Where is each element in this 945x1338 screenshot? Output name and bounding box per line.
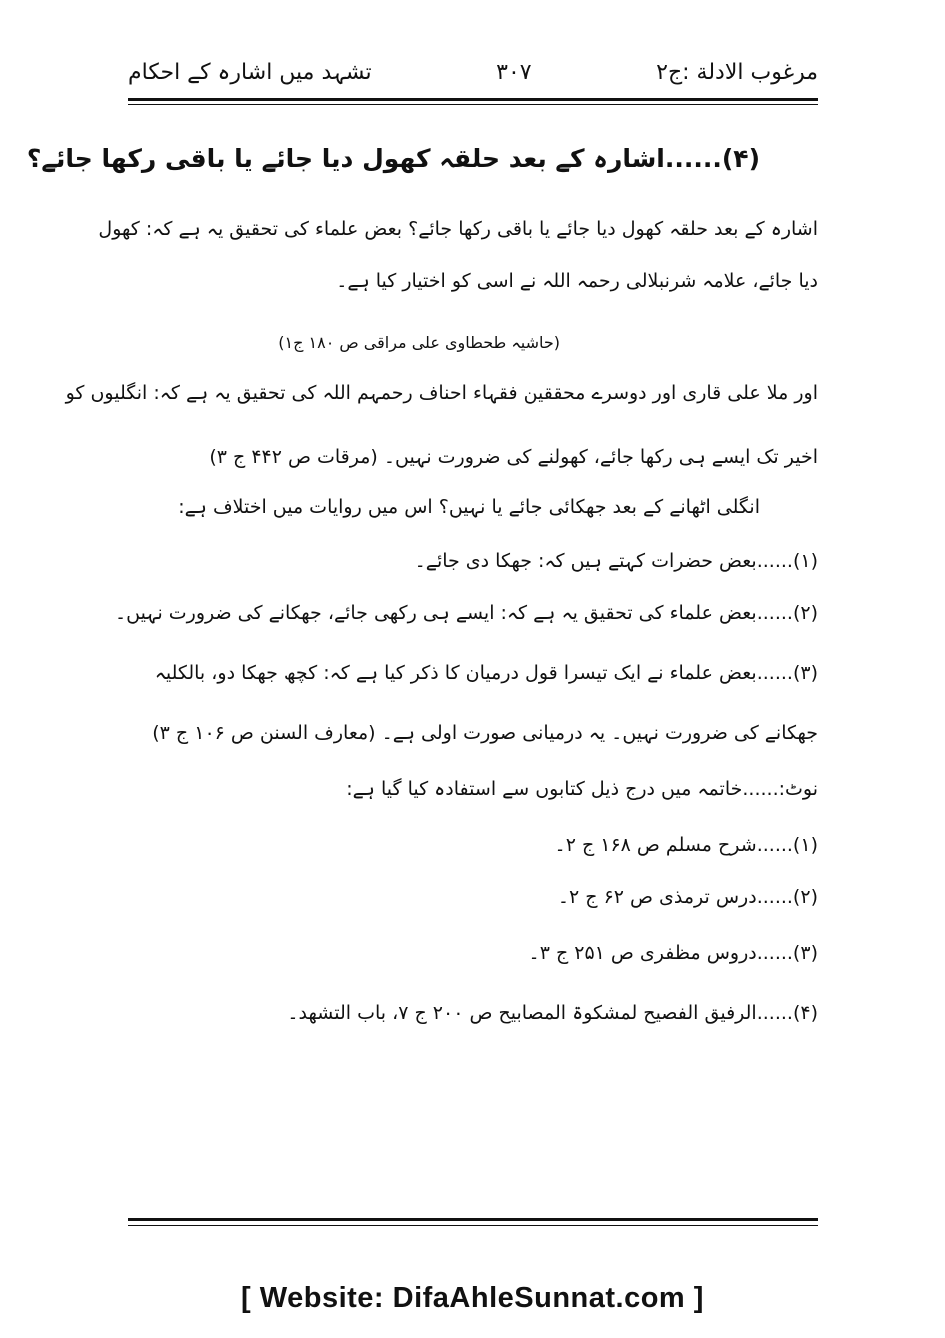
list-item: (۱)......بعض حضرات کہتے ہیں کہ: جھکا دی جائے۔ [414, 550, 818, 572]
reference-citation: (حاشیہ طحطاوی علی مراقی ص ۱۸۰ ج۱) [278, 333, 560, 352]
footer-divider-thin [128, 1225, 818, 1226]
footer-divider [128, 1218, 818, 1221]
source-item: (۳)......دروس مظفری ص ۲۵۱ ج ۳۔ [528, 942, 818, 964]
book-title: مرغوب الادلة :ج۲ [656, 59, 818, 85]
paragraph-line: انگلی اٹھانے کے بعد جھکائی جائے یا نہیں؟ اس میں روایات میں اختلاف ہے: [178, 496, 760, 518]
page-number: ۳۰۷ [496, 59, 532, 85]
list-item: (۲)......بعض علماء کی تحقیق یہ ہے کہ: ایسے ہی رکھی جائے، جھکانے کی ضرورت نہیں۔ [114, 602, 818, 624]
chapter-title: تشہد میں اشارہ کے احکام [128, 59, 372, 85]
header-divider [128, 98, 818, 101]
list-item: جھکانے کی ضرورت نہیں۔ یہ درمیانی صورت اولی ہے۔ (معارف السنن ص ۱۰۶ ج ۳) [152, 722, 818, 744]
source-item: (۱)......شرح مسلم ص ۱۶۸ ج ۲۔ [554, 834, 818, 856]
page-header [128, 52, 818, 92]
list-item: (۳)......بعض علماء نے ایک تیسرا قول درمیان کا ذکر کیا ہے کہ: کچھ جھکا دو، بالکلیہ [154, 662, 818, 684]
source-item: (۴)......الرفیق الفصیح لمشکوۃ المصابیح ص ۲۰۰ ج ۷، باب التشھد۔ [287, 1002, 818, 1024]
section-heading: (۴)......اشارہ کے بعد حلقہ کھول دیا جائے یا باقی رکھا جائے؟ [26, 144, 760, 173]
paragraph-line: دیا جائے، علامہ شرنبلالی رحمہ اللہ نے اسی کو اختیار کیا ہے۔ [336, 270, 818, 292]
paragraph-line: اخیر تک ایسے ہی رکھا جائے، کھولنے کی ضرورت نہیں۔ (مرقات ص ۴۴۲ ج ۳) [209, 446, 818, 468]
website-watermark: [ Website: DifaAhleSunnat.com ] [241, 1282, 704, 1314]
paragraph-line: اشارہ کے بعد حلقہ کھول دیا جائے یا باقی رکھا جائے؟ بعض علماء کی تحقیق یہ ہے کہ: کھول [98, 218, 818, 240]
source-item: (۲)......درس ترمذی ص ۶۲ ج ۲۔ [557, 886, 818, 908]
note-line: نوٹ:......خاتمہ میں درج ذیل کتابوں سے استفادہ کیا گیا ہے: [346, 778, 818, 800]
paragraph-line: اور ملا علی قاری اور دوسرے محققین فقہاء احناف رحمہم اللہ کی تحقیق یہ ہے کہ: انگلیوں کو [65, 382, 818, 404]
header-divider-thin [128, 104, 818, 105]
